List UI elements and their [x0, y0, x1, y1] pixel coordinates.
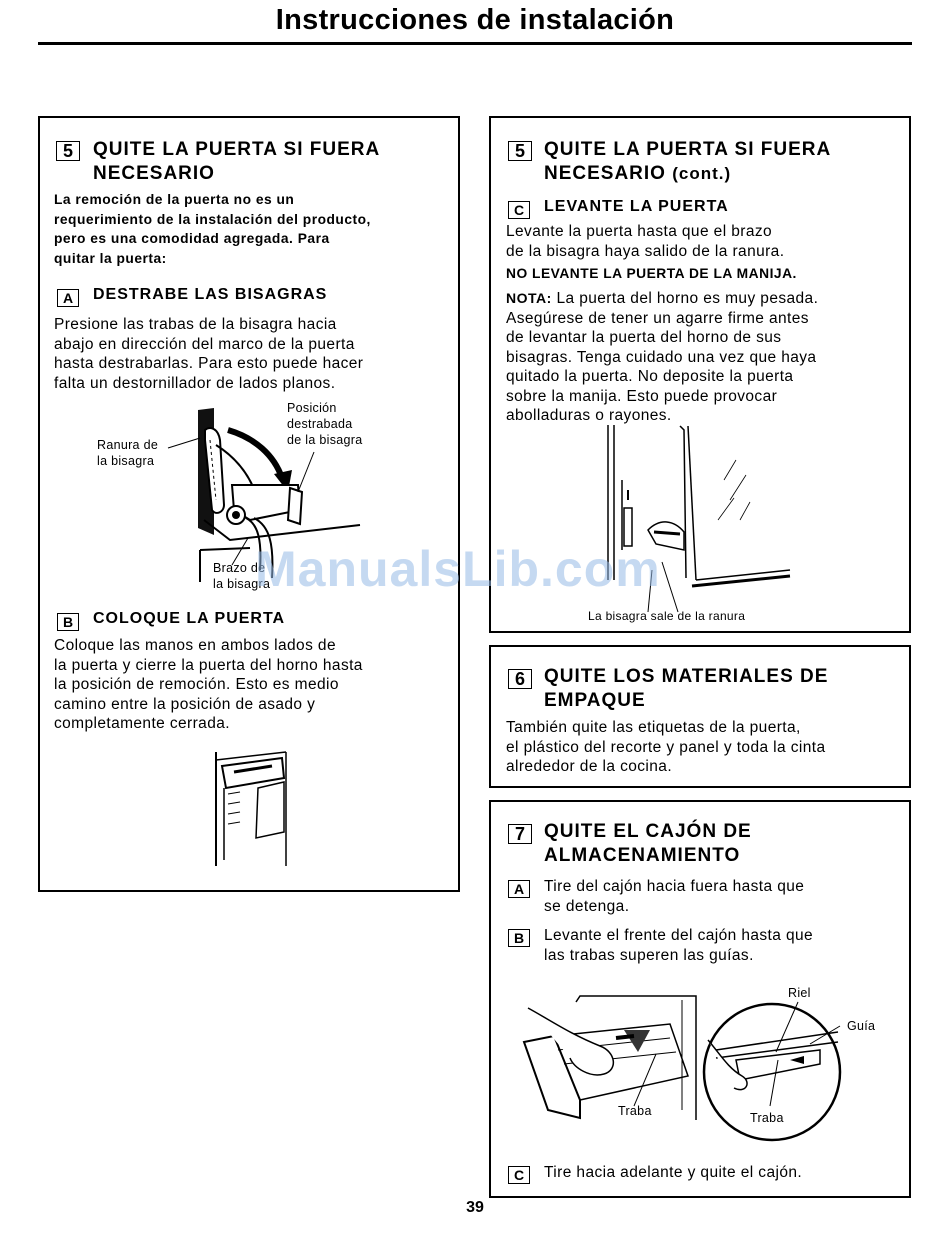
step-number-6: 6 — [508, 669, 532, 689]
sub-step-b-heading: COLOQUE LA PUERTA — [93, 610, 286, 627]
step-number-5-cont: 5 — [508, 141, 532, 161]
step-7-sub-a-text: Tire del cajón hacia fuera hasta que se detenga. — [544, 878, 805, 915]
hinge-slot-label: Ranura de la bisagra — [97, 438, 159, 468]
latch-label-right: Traba — [750, 1111, 784, 1125]
page-number: 39 — [466, 1199, 484, 1216]
step-5-cont-heading-line1: QUITE LA PUERTA SI FUERA — [544, 139, 832, 160]
step-7-sub-c-letter: C — [508, 1166, 530, 1184]
step-7-sub-b-text: Levante el frente del cajón hasta que las trabas superen las guías. — [544, 927, 814, 964]
step-6-heading: QUITE LOS MATERIALES DE EMPAQUE — [544, 666, 829, 711]
sub-step-c-heading: LEVANTE LA PUERTA — [544, 198, 729, 215]
step-5-cont-heading-line2: NECESARIO (cont.) — [544, 163, 732, 184]
step-7-sub-b-letter: B — [508, 929, 530, 947]
sub-step-c-note: NOTA: La puerta del horno es muy pesada. Asegúrese de tener un agarre firme antes de levantar la puerta del horno de sus bisagras. Tenga cuidado una vez que haya quitado la puerta. No deposite la puerta sobre la manija. Esto puede provocar abolladuras o rayones. — [506, 290, 819, 424]
step-7-sub-c-text: Tire hacia adelante y quite el cajón. — [544, 1164, 803, 1181]
title-rule — [38, 42, 912, 45]
step-5-heading: QUITE LA PUERTA SI FUERA NECESARIO — [93, 139, 381, 184]
step-7-sub-a-letter: A — [508, 880, 530, 898]
sub-step-c-letter: C — [508, 201, 530, 219]
sub-step-a-heading: DESTRABE LAS BISAGRAS — [93, 286, 328, 303]
step-7-heading: QUITE EL CAJÓN DE ALMACENAMIENTO — [544, 821, 752, 866]
rail-label: Riel — [788, 986, 811, 1000]
unlocked-position-label: Posición destrabada de la bisagra — [287, 401, 363, 447]
sub-step-a-letter: A — [57, 289, 79, 307]
sub-step-a-text: Presione las trabas de la bisagra hacia abajo en dirección del marco de la puerta hasta destrabarlas. Para esto puede hacer falta un destornillador de lados planos. — [54, 316, 364, 392]
sub-step-c-text: Levante la puerta hasta que el brazo de la bisagra haya salido de la ranura. — [506, 223, 785, 260]
page-title: Instrucciones de instalación — [275, 4, 675, 36]
step-number-7: 7 — [508, 824, 532, 844]
watermark: ManualsLib.com — [255, 541, 661, 597]
door-position-illustration — [212, 748, 292, 868]
step-5-intro: La remoción de la puerta no es un requerimiento de la instalación del producto, pero es una comodidad agregada. Para quitar la puerta: — [54, 192, 371, 266]
drawer-removal-illustration — [520, 990, 890, 1150]
latch-label-left: Traba — [618, 1104, 652, 1118]
hinge-arm-label: Brazo de la bisagra — [213, 561, 271, 591]
step-6-text: También quite las etiquetas de la puerta, el plástico del recorte y panel y toda la cinta alrededor de la cocina. — [506, 719, 826, 775]
guide-label: Guía — [847, 1019, 876, 1033]
sub-step-c-warning: NO LEVANTE LA PUERTA DE LA MANIJA. — [506, 266, 797, 281]
sub-step-b-letter: B — [57, 613, 79, 631]
hinge-exits-slot-caption: La bisagra sale de la ranura — [588, 609, 746, 623]
sub-step-b-text: Coloque las manos en ambos lados de la puerta y cierre la puerta del horno hasta la posición de remoción. Esto es medio camino entre la posición de asado y completamente cerrada. — [54, 637, 363, 732]
step-number-5: 5 — [56, 141, 80, 161]
